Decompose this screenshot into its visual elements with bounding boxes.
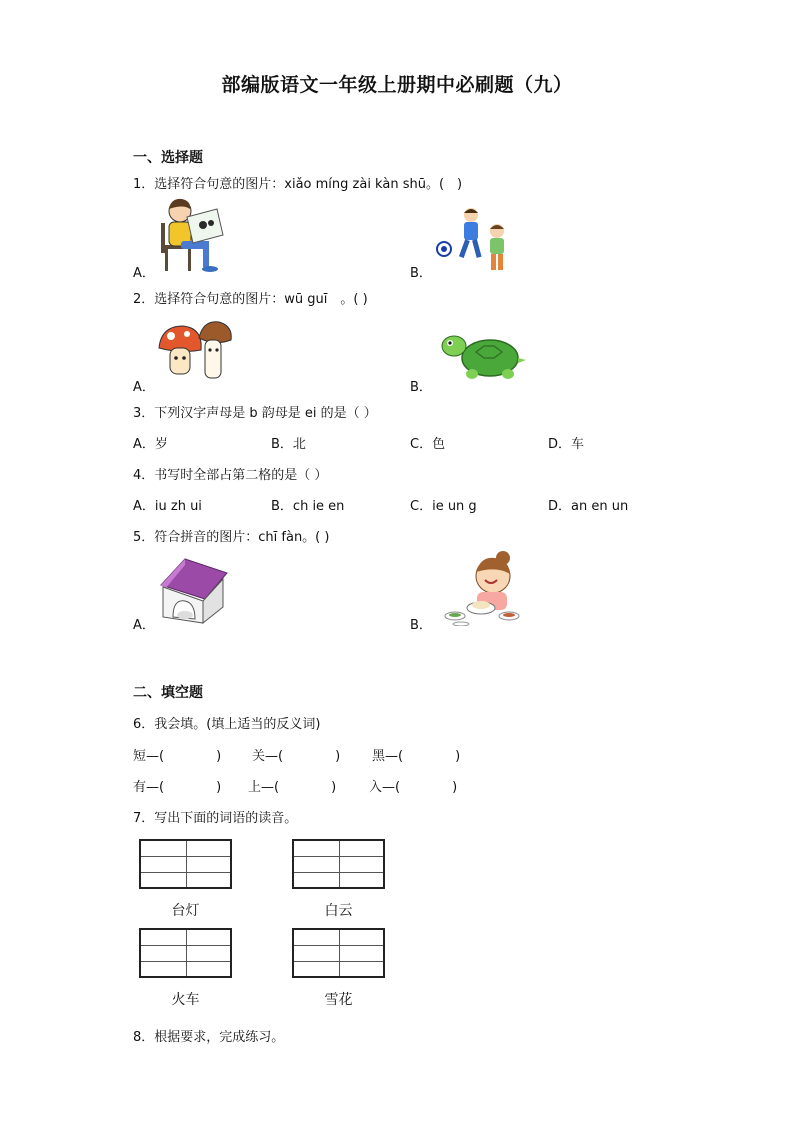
question-1-option-a-label: A． [133, 266, 155, 281]
question-6-text: 6．我会填。(填上适当的反义词) [133, 717, 321, 732]
turtle-picture[interactable] [440, 328, 526, 382]
word-label: 雪花 [324, 992, 353, 1008]
question-3-text: 3．下列汉字声母是 b 韵母是 ei 的是（ ） [133, 406, 377, 421]
question-3-option-b[interactable]: B．北 [271, 437, 306, 452]
page-title: 部编版语文一年级上册期中必刷题（九） [221, 74, 573, 96]
question-2-text: 2．选择符合句意的图片：wū guī 。( ) [133, 292, 368, 307]
boy-reading-picture[interactable] [155, 195, 230, 273]
question-3-option-d[interactable]: D．车 [548, 437, 585, 452]
question-4-option-c[interactable]: C．ie un g [410, 499, 477, 514]
question-4-text: 4．书写时全部占第二格的是（ ） [133, 468, 328, 483]
question-5-option-b-label: B． [410, 618, 432, 633]
mushrooms-picture[interactable] [157, 320, 235, 382]
question-2-option-b-label: B． [410, 380, 432, 395]
word-label: 台灯 [171, 903, 200, 919]
question-4-option-a[interactable]: A．iu zh ui [133, 499, 202, 514]
antonym-blank[interactable]: 短—( ) [133, 749, 222, 764]
antonym-blank[interactable]: 有—( ) [133, 780, 222, 795]
word-label: 火车 [171, 992, 200, 1008]
kids-playing-soccer-picture[interactable] [435, 205, 515, 273]
question-2-option-a-label: A． [133, 380, 155, 395]
question-1-text: 1．选择符合句意的图片：xiǎo míng zài kàn shū。( ) [133, 177, 463, 192]
question-5-option-a-label: A． [133, 618, 155, 633]
question-7-text: 7．写出下面的词语的读音。 [133, 811, 298, 826]
question-4-option-b[interactable]: B．ch ie en [271, 499, 345, 514]
doghouse-picture[interactable] [155, 555, 231, 625]
pinyin-writing-grid[interactable] [292, 928, 385, 978]
section-fill-heading: 二、填空题 [133, 685, 203, 701]
antonym-blank[interactable]: 黑—( ) [372, 749, 461, 764]
pinyin-writing-grid[interactable] [139, 928, 232, 978]
section-choice-heading: 一、选择题 [133, 150, 203, 166]
antonym-blank[interactable]: 关—( ) [252, 749, 341, 764]
girl-eating-picture[interactable] [435, 550, 525, 626]
pinyin-writing-grid[interactable] [292, 839, 385, 889]
question-8-text: 8．根据要求，完成练习。 [133, 1030, 285, 1045]
question-4-option-d[interactable]: D．an en un [548, 499, 629, 514]
pinyin-writing-grid[interactable] [139, 839, 232, 889]
antonym-blank[interactable]: 入—( ) [369, 780, 458, 795]
question-3-option-c[interactable]: C．色 [410, 437, 446, 452]
question-5-text: 5．符合拼音的图片：chī fàn。( ) [133, 530, 330, 545]
question-1-option-b-label: B． [410, 266, 432, 281]
question-3-option-a[interactable]: A．岁 [133, 437, 168, 452]
word-label: 白云 [324, 903, 353, 919]
antonym-blank[interactable]: 上—( ) [248, 780, 337, 795]
